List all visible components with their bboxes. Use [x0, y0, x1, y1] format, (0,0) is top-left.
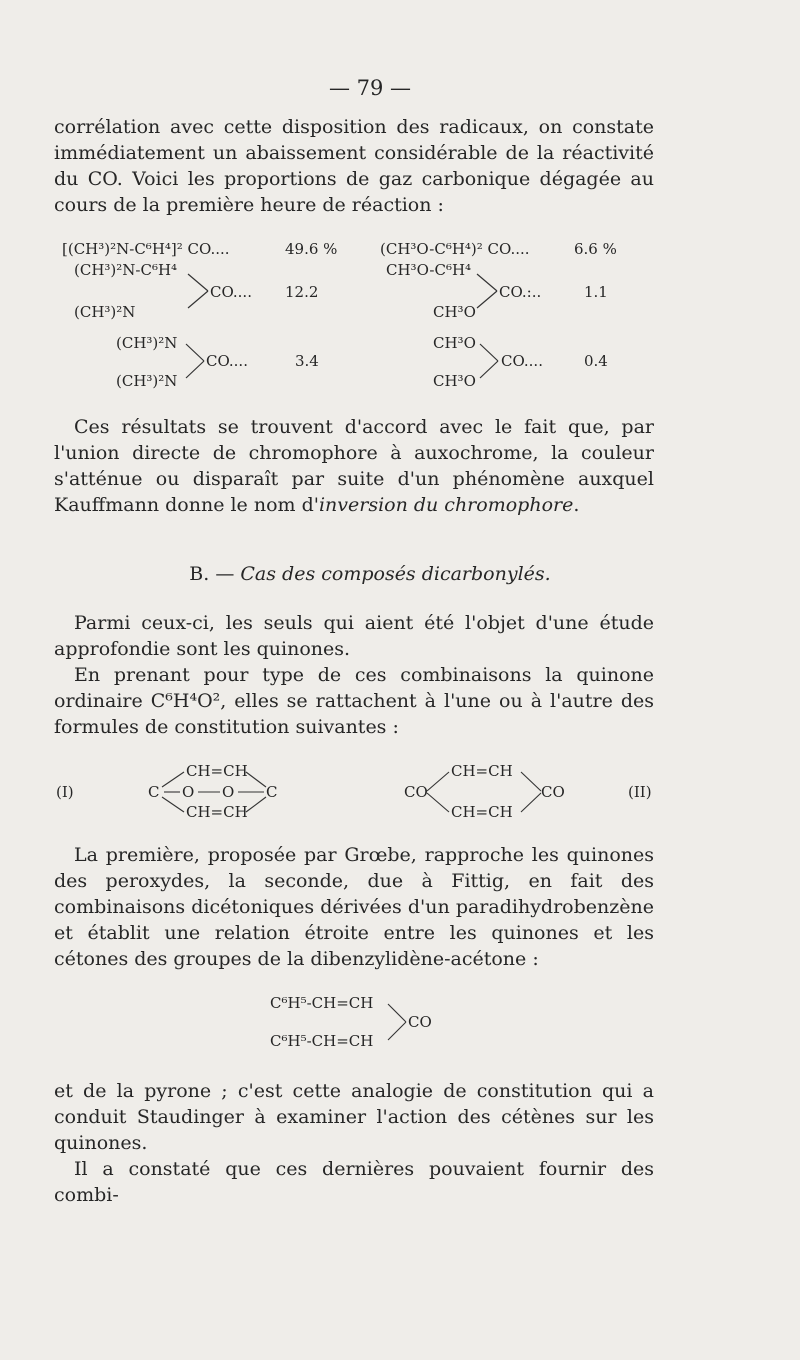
formula3-line2: C⁶H⁵-CH=CH [270, 1032, 374, 1050]
right-row2-co: CO.:.. [499, 283, 542, 301]
left-row2-co: CO.... [210, 283, 252, 301]
paragraph-results [54, 414, 654, 518]
paragraph-results-text: Ces résultats se trouvent d'accord avec le fait que, par l'union directe de chromophore à auxochrome, la couleur s'atténue ou disparaît par suite d'un phénomène auxquel Kauffmann donne le nom d' [54, 416, 654, 516]
left-row3-co: CO.... [206, 352, 248, 370]
left-row3-value: 3.4 [295, 352, 319, 370]
right-row3-co: CO.... [501, 352, 543, 370]
left-row3-bond [184, 342, 208, 382]
formula1-bottom: CH=CH [186, 803, 248, 821]
section-title: Cas des composés dicarbonylés. [240, 563, 551, 585]
formula2-bottom: CH=CH [451, 803, 513, 821]
paragraph-correlation: corrélation avec cette disposition des radicaux, on constate immédiatement un abaissement considérable de la réactivité du CO. Voici les proportions de gaz carbonique dégagée au cours de la première heure de réaction : [54, 116, 654, 216]
formula2-bonds [425, 765, 545, 825]
paragraph-type: En prenant pour type de ces combinaisons la quinone ordinaire C⁶H⁴O², elles se rattachent à l'une ou à l'autre des formules de constitution suivantes : [54, 664, 654, 738]
section-heading [0, 563, 740, 585]
paragraph-continued: Il a constaté que ces dernières pouvaient fournir des combi- [54, 1158, 654, 1206]
right-row2-value: 1.1 [584, 283, 608, 301]
paragraph-pyrone: et de la pyrone ; c'est cette analogie de constitution qui a conduit Staudinger à examiner l'action des cétènes sur les quinones. [54, 1080, 654, 1154]
left-row3-line1: (CH³)²N [116, 334, 178, 352]
formula1-right-c: C [266, 783, 278, 801]
formula2-left-co: CO [404, 783, 428, 801]
paragraph-grobe: La première, proposée par Grœbe, rapproche les quinones des peroxydes, la seconde, due à Fittig, en fait des combinaisons dicétoniques dérivées d'un paradihydrobenzène et établit une relation étroite entre les quinones et les cétones des groupes de la dibenzylidène-acétone : [54, 844, 654, 970]
formula3-line1: C⁶H⁵-CH=CH [270, 994, 374, 1012]
formula-label-2: (II) [628, 783, 652, 801]
left-row3-line2: (CH³)²N [116, 372, 178, 390]
left-row2-bond [186, 272, 212, 312]
formula2-top: CH=CH [451, 762, 513, 780]
formula1-o2: O [222, 783, 235, 801]
right-row1-value: 6.6 % [574, 240, 617, 258]
left-row1-value: 49.6 % [285, 240, 338, 258]
page-number: — 79 — [328, 76, 412, 100]
formula1-top: CH=CH [186, 762, 248, 780]
formula2-right-co: CO [541, 783, 565, 801]
right-row1-formula: (CH³O-C⁶H⁴)² CO.... [380, 240, 530, 258]
right-row3-line2: CH³O [433, 372, 476, 390]
left-row2-line1: (CH³)²N-C⁶H⁴ [74, 261, 178, 279]
right-row3-line1: CH³O [433, 334, 476, 352]
formula3-co: CO [408, 1013, 432, 1031]
paragraph-quinones: Parmi ceux-ci, les seuls qui aient été l'objet d'une étude approfondie sont les quinones. [54, 612, 654, 660]
right-row2-bond [475, 272, 501, 312]
left-row1-formula: [(CH³)²N-C⁶H⁴]² CO.... [62, 240, 230, 258]
left-row2-line2: (CH³)²N [74, 303, 136, 321]
right-row3-value: 0.4 [584, 352, 608, 370]
formula1-o1: O [182, 783, 195, 801]
formula1-bonds [150, 765, 280, 825]
formula1-left-c: C [148, 783, 160, 801]
formula3-bond [386, 1002, 410, 1044]
right-row2-line2: CH³O [433, 303, 476, 321]
formula-label-1: (I) [56, 783, 74, 801]
inversion-term: inversion du chromophore [318, 494, 574, 516]
right-row3-bond [478, 342, 502, 382]
left-row2-value: 12.2 [285, 283, 319, 301]
paragraph-results-end: . [573, 494, 580, 516]
section-prefix: B. — [189, 563, 241, 585]
right-row2-line1: CH³O-C⁶H⁴ [386, 261, 472, 279]
